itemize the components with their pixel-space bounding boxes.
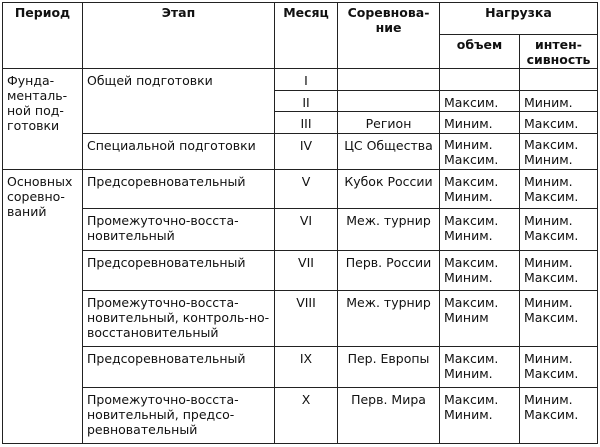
intensity-value: Максим. [524,406,579,422]
competition-cell: Регион [338,111,440,133]
volume-value: Максим. [444,254,499,270]
volume-value: Максим. [444,174,499,190]
intensity-value: Максим. [524,228,579,244]
competition-cell [338,90,440,111]
intensity-value: Максим. [524,366,579,382]
volume-value: Миним. [444,366,493,382]
intensity-value: Миним. [524,351,573,367]
volume-cell [440,250,520,290]
stage-special: Специальной подготовки [83,133,275,169]
intensity-cell [520,170,598,209]
header-stage: Этап [83,3,275,69]
stage-recovery-control: Промежуточно-восста-новительный, контроль-но-восстановительный [83,290,275,346]
competition-cell: Кубок России [338,170,440,209]
volume-value: Максим. [444,351,499,367]
volume-value: Максим. [444,213,499,229]
volume-value: Миним. [444,269,493,285]
volume-value: Максим. [444,151,499,167]
period-main: Основных соревно-ваний [3,170,83,444]
volume-value: Миним. [444,406,493,422]
month-cell: VI [275,209,338,250]
intensity-value: Максим. [524,136,579,152]
intensity-value: Максим. [524,115,579,131]
competition-cell: ЦС Общества [338,133,440,169]
intensity-cell [520,290,598,346]
month-cell: III [275,111,338,133]
volume-cell [440,209,520,250]
training-plan-table [2,2,598,444]
competition-cell [338,69,440,90]
volume-value: Миним [444,309,489,325]
volume-cell [440,133,520,169]
header-competition: Соревнова-ние [338,3,440,69]
stage-recovery: Промежуточно-восста-новительный [83,209,275,250]
intensity-cell [520,69,598,90]
competition-cell: Перв. России [338,250,440,290]
header-load: Нагрузка [440,3,598,35]
month-cell: X [275,387,338,443]
intensity-value: Миним. [524,294,573,310]
intensity-cell [520,250,598,290]
intensity-value: Максим. [524,189,579,205]
volume-cell [440,170,520,209]
volume-value: Миним. [444,189,493,205]
month-cell: IV [275,133,338,169]
stage-precompetitive: Предсоревновательный [83,347,275,387]
volume-cell [440,90,520,111]
intensity-value: Миним. [524,174,573,190]
volume-value: Максим. [444,391,499,407]
competition-cell: Перв. Мира [338,387,440,443]
volume-cell [440,111,520,133]
month-cell: VII [275,250,338,290]
volume-value: Миним. [444,228,493,244]
volume-value: Миним. [444,115,493,131]
volume-cell [440,290,520,346]
competition-cell: Меж. турнир [338,290,440,346]
volume-value: Миним. [444,136,493,152]
month-cell: II [275,90,338,111]
volume-value: Максим. [444,94,499,110]
intensity-value: Миним. [524,213,573,229]
stage-recovery-precompetitive: Промежуточно-восста-новительный, предсо-ревновательный [83,387,275,443]
competition-cell: Пер. Европы [338,347,440,387]
competition-cell: Меж. турнир [338,209,440,250]
intensity-value: Миним. [524,94,573,110]
stage-precompetitive: Предсоревновательный [83,170,275,209]
intensity-cell [520,347,598,387]
period-fundamental: Фунда-менталь-ной под-готовки [3,69,83,170]
header-intensity: интен-сивность [520,35,598,69]
intensity-value: Миним. [524,254,573,270]
intensity-cell [520,111,598,133]
month-cell: V [275,170,338,209]
intensity-value: Максим. [524,309,579,325]
intensity-cell [520,209,598,250]
volume-cell [440,347,520,387]
month-cell: I [275,69,338,90]
month-cell: VIII [275,290,338,346]
intensity-cell [520,387,598,443]
stage-general: Общей подготовки [83,69,275,133]
volume-value: Максим. [444,294,499,310]
intensity-cell [520,133,598,169]
header-month: Месяц [275,3,338,69]
volume-cell [440,69,520,90]
month-cell: IX [275,347,338,387]
intensity-value: Миним. [524,391,573,407]
header-period: Период [3,3,83,69]
intensity-value: Максим. [524,269,579,285]
stage-precompetitive: Предсоревновательный [83,250,275,290]
intensity-value: Миним. [524,151,573,167]
header-volume: объем [440,35,520,69]
volume-cell [440,387,520,443]
intensity-cell [520,90,598,111]
